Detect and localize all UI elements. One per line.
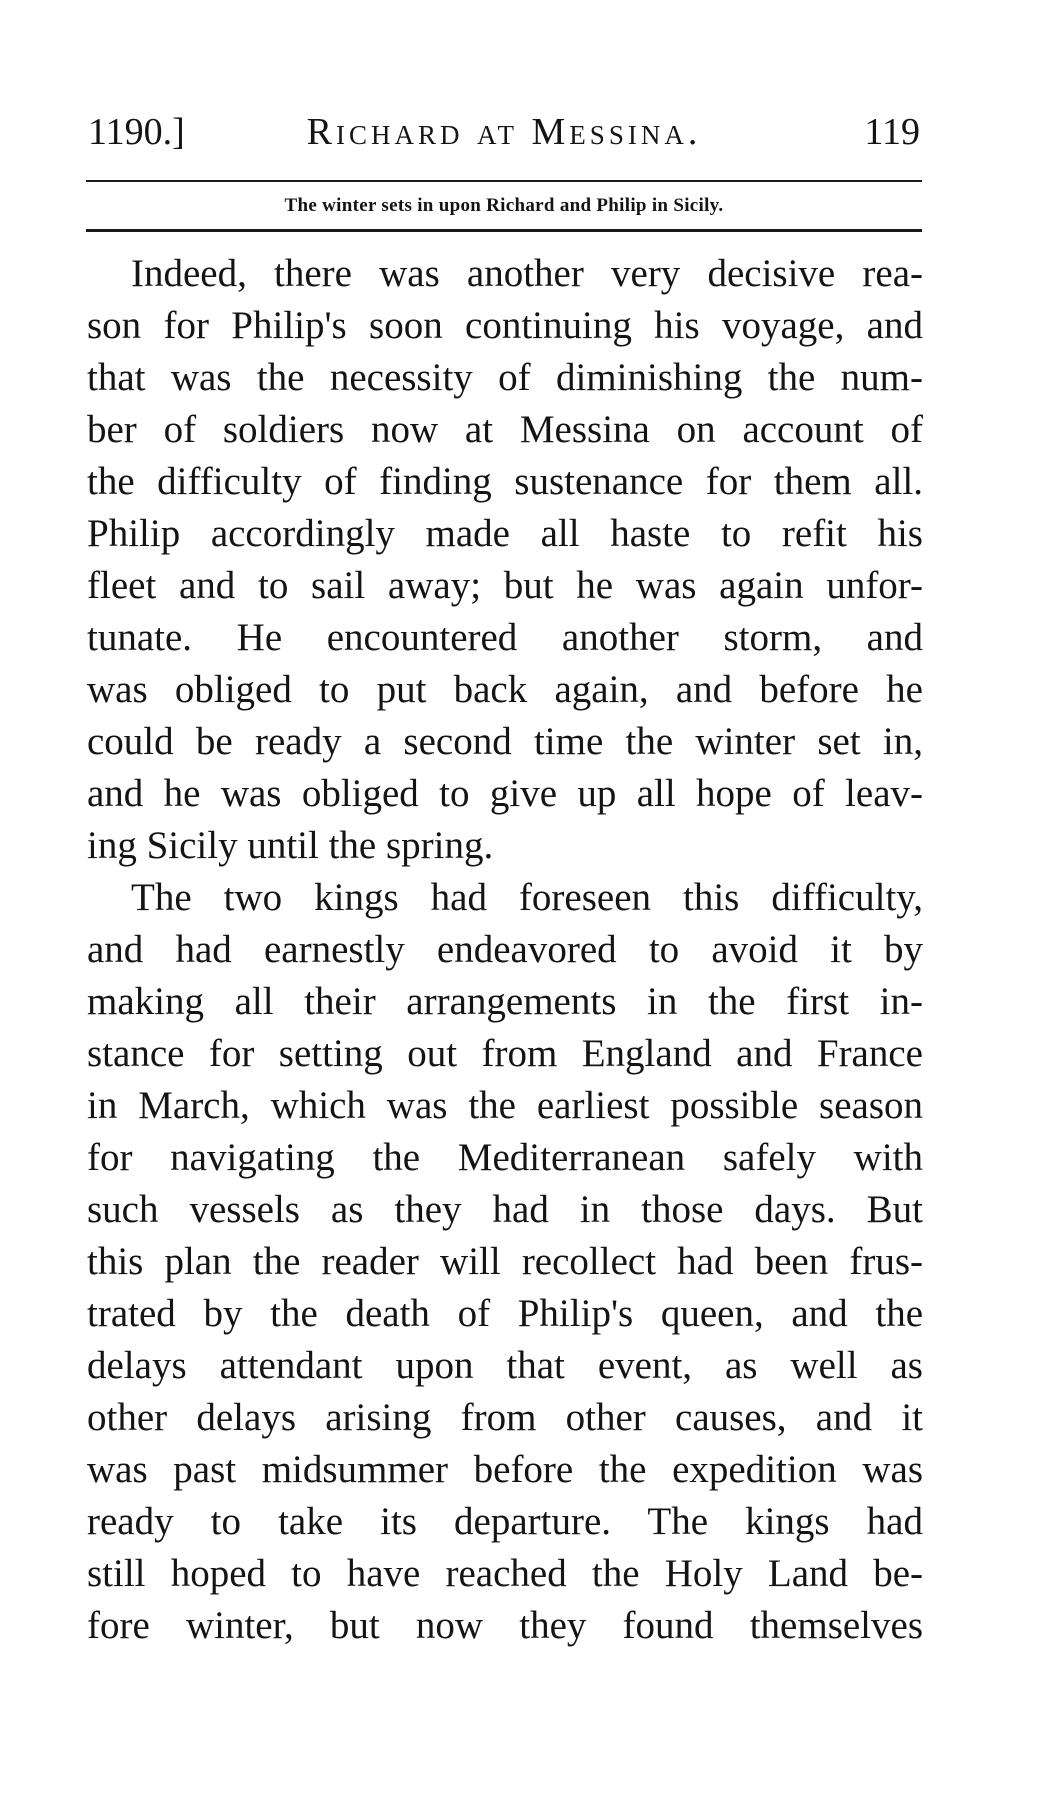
paragraph-2 — [87, 872, 923, 1652]
text-line: Indeed, there was another very decisive rea- — [131, 252, 923, 295]
page-number: 119 — [864, 111, 920, 153]
text-line: ready to take its departure. The kings had — [87, 1500, 923, 1543]
text-line: ber of soldiers now at Messina on account of — [87, 408, 923, 451]
page-body — [87, 248, 923, 1652]
header-rule-bottom — [86, 229, 922, 232]
text-line: such vessels as they had in those days. But — [87, 1188, 923, 1231]
text-line: trated by the death of Philip's queen, and the — [87, 1292, 923, 1335]
running-head — [88, 104, 920, 160]
text-line: tunate. He encountered another storm, and — [87, 616, 923, 659]
text-line: fore winter, but now they found themselves — [87, 1604, 923, 1647]
text-line: was obliged to put back again, and before he — [87, 668, 923, 711]
text-line: could be ready a second time the winter set in, — [87, 720, 923, 763]
text-line: and he was obliged to give up all hope of leav- — [87, 772, 923, 815]
text-line: The two kings had foreseen this difficulty, — [131, 876, 923, 919]
text-line: still hoped to have reached the Holy Land be- — [87, 1552, 923, 1595]
text-line: Philip accordingly made all haste to refit his — [87, 512, 923, 555]
chapter-subheading: The winter sets in upon Richard and Philip in Sicily. — [284, 195, 724, 216]
text-line: in March, which was the earliest possible season — [87, 1084, 923, 1127]
header-rule-top — [86, 180, 922, 182]
text-line: making all their arrangements in the first in- — [87, 980, 923, 1023]
text-line: other delays arising from other causes, and it — [87, 1396, 923, 1439]
paragraph-1 — [87, 248, 923, 872]
text-line: for navigating the Mediterranean safely with — [87, 1136, 923, 1179]
text-line: son for Philip's soon continuing his voyage, and — [87, 304, 923, 347]
header-year: 1190.] — [88, 111, 185, 153]
text-line: this plan the reader will recollect had been frus- — [87, 1240, 923, 1283]
text-line: and had earnestly endeavored to avoid it by — [87, 928, 923, 971]
text-line: fleet and to sail away; but he was again unfor- — [87, 564, 923, 607]
text-line: the difficulty of finding sustenance for them all. — [87, 460, 923, 503]
text-line: ing Sicily until the spring. — [87, 824, 494, 867]
text-line: delays attendant upon that event, as well as — [87, 1344, 923, 1387]
text-line: stance for setting out from England and France — [87, 1032, 923, 1075]
header-title: Richard at Messina. — [306, 111, 702, 153]
text-line: was past midsummer before the expedition was — [87, 1448, 923, 1491]
text-line: that was the necessity of diminishing the num- — [87, 356, 923, 399]
